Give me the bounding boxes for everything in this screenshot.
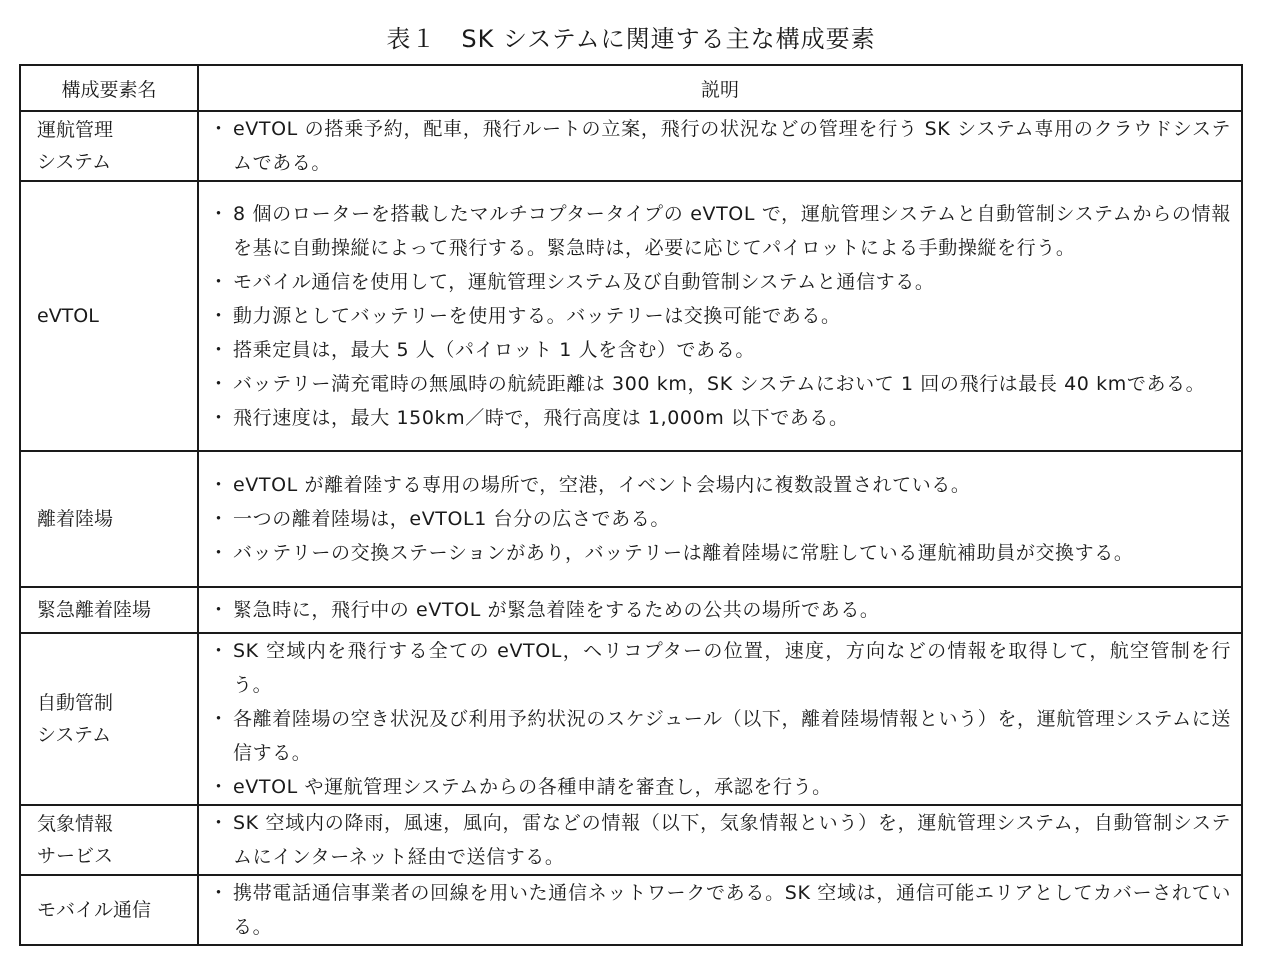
description-item: ・ eVTOL や運航管理システムからの各種申請を審査し，承認を行う。 — [209, 770, 1231, 804]
table-row — [20, 181, 1242, 451]
component-name-cell — [20, 875, 198, 945]
components-table — [19, 64, 1243, 946]
table-row — [20, 587, 1242, 633]
description-item: ・ バッテリーの交換ステーションがあり，バッテリーは離着陸場に常駐している運航補助員が交換する。 — [209, 536, 1231, 570]
description-item: ・ 携帯電話通信事業者の回線を用いた通信ネットワークである。SK 空域は，通信可能エリアとしてカバーされている。 — [209, 876, 1231, 944]
description-cell — [198, 451, 1242, 587]
table-row — [20, 451, 1242, 587]
description-cell — [198, 181, 1242, 451]
description-item: ・ SK 空域内の降雨，風速，風向，雷などの情報（以下，気象情報という）を，運航管理システム，自動管制システムにインターネット経由で送信する。 — [209, 806, 1231, 874]
description-cell — [198, 875, 1242, 945]
component-name-line: システム — [37, 151, 112, 173]
component-name-line: 運航管理 — [37, 119, 114, 141]
description-item: ・ 一つの離着陸場は，eVTOL1 台分の広さである。 — [209, 502, 1231, 536]
header-description: 説明 — [198, 65, 1242, 111]
table-row — [20, 111, 1242, 181]
description-item: ・ 飛行速度は，最大 150km／時で，飛行高度は 1,000m 以下である。 — [209, 401, 1231, 435]
component-name-cell — [20, 181, 198, 451]
component-name-line: サービス — [37, 845, 114, 867]
table-row — [20, 805, 1242, 875]
description-cell — [198, 111, 1242, 181]
description-item: ・ eVTOL が離着陸する専用の場所で，空港，イベント会場内に複数設置されている。 — [209, 468, 1231, 502]
component-name-cell — [20, 451, 198, 587]
component-name-cell — [20, 805, 198, 875]
component-name-line: eVTOL — [37, 305, 99, 327]
table-row — [20, 633, 1242, 805]
component-name-line: 自動管制 — [37, 692, 114, 714]
description-item: ・ モバイル通信を使用して，運航管理システム及び自動管制システムと通信する。 — [209, 265, 1231, 299]
description-item: ・ 動力源としてバッテリーを使用する。バッテリーは交換可能である。 — [209, 299, 1231, 333]
header-component-name: 構成要素名 — [20, 65, 198, 111]
description-item: ・ eVTOL の搭乗予約，配車，飛行ルートの立案，飛行の状況などの管理を行う SK システム専用のクラウドシステムである。 — [209, 112, 1231, 180]
component-name-cell — [20, 587, 198, 633]
description-cell — [198, 633, 1242, 805]
description-cell — [198, 587, 1242, 633]
component-name-line: 緊急離着陸場 — [37, 599, 152, 621]
component-name-cell — [20, 111, 198, 181]
component-name-line: 離着陸場 — [37, 508, 114, 530]
description-item: ・ バッテリー満充電時の無風時の航続距離は 300 km，SK システムにおいて 1 回の飛行は最長 40 kmである。 — [209, 367, 1231, 401]
component-name-line: 気象情報 — [37, 813, 114, 835]
table-caption: 表１ SK システムに関連する主な構成要素 — [386, 25, 876, 53]
description-item: ・ 緊急時に，飛行中の eVTOL が緊急着陸をするための公共の場所である。 — [209, 593, 1231, 627]
description-item: ・ 8 個のローターを搭載したマルチコプタータイプの eVTOL で，運航管理システムと自動管制システムからの情報を基に自動操縦によって飛行する。緊急時は，必要に応じてパイロットによる手動操縦を行う。 — [209, 197, 1231, 265]
table-row — [20, 875, 1242, 945]
component-name-cell — [20, 633, 198, 805]
description-item: ・ 各離着陸場の空き状況及び利用予約状況のスケジュール（以下，離着陸場情報という）を，運航管理システムに送信する。 — [209, 702, 1231, 770]
description-cell — [198, 805, 1242, 875]
description-item: ・ SK 空域内を飛行する全ての eVTOL，ヘリコプターの位置，速度，方向などの情報を取得して，航空管制を行う。 — [209, 634, 1231, 702]
component-name-line: モバイル通信 — [37, 899, 152, 921]
component-name-line: システム — [37, 724, 112, 746]
table-header-row — [20, 65, 1242, 111]
description-item: ・ 搭乗定員は，最大 5 人（パイロット 1 人を含む）である。 — [209, 333, 1231, 367]
